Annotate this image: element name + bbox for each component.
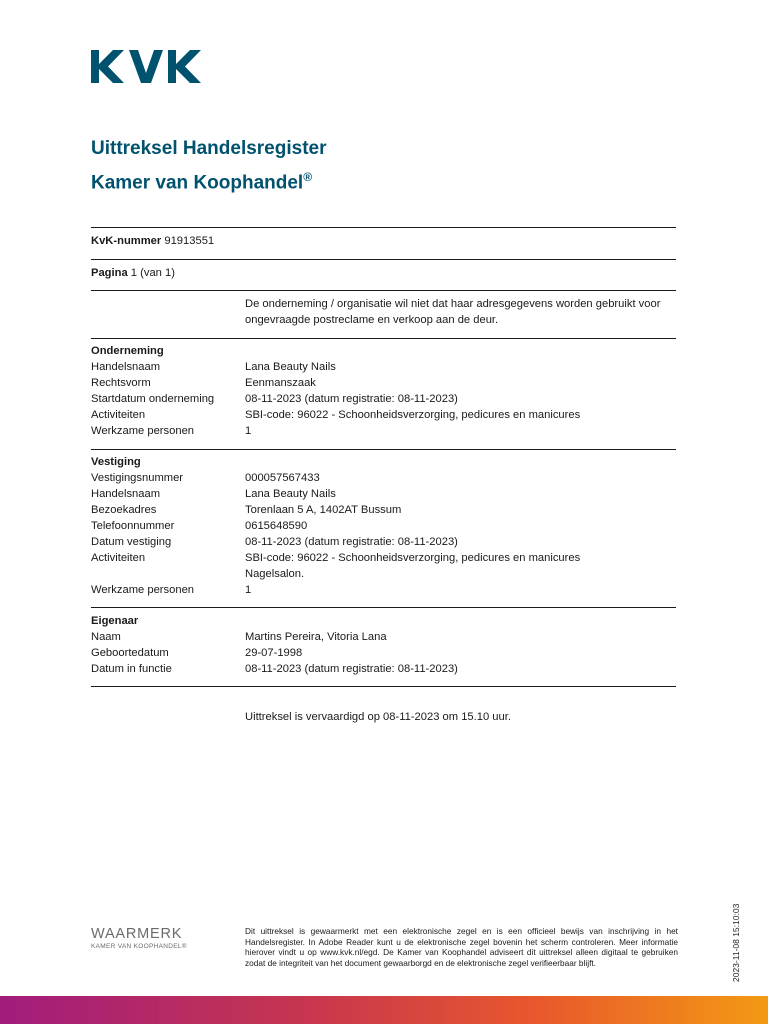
field-value: Eenmanszaak xyxy=(245,377,316,389)
field-value: SBI-code: 96022 - Schoonheidsverzorging, pedicures en manicures xyxy=(245,552,581,564)
field-label: Rechtsvorm xyxy=(91,377,151,389)
divider xyxy=(91,686,676,687)
divider xyxy=(91,227,676,228)
waarmerk-sublabel: KAMER VAN KOOPHANDEL® xyxy=(91,943,187,950)
document-subtitle: Kamer van Koophandel® xyxy=(91,170,313,194)
field-value: Lana Beauty Nails xyxy=(245,361,336,373)
generation-timestamp: 2023-11-08 15:10:03 xyxy=(731,903,741,982)
waarmerk-logo xyxy=(91,926,187,950)
field-label: Activiteiten xyxy=(91,552,146,564)
divider xyxy=(91,290,676,291)
divider xyxy=(91,449,676,450)
field-value: 000057567433 xyxy=(245,472,320,484)
field-value: 08-11-2023 (datum registratie: 08-11-2023) xyxy=(245,536,458,548)
divider xyxy=(91,607,676,608)
field-label: Handelsnaam xyxy=(91,361,161,373)
field-label: Naam xyxy=(91,631,121,643)
field-value: SBI-code: 96022 - Schoonheidsverzorging, pedicures en manicures xyxy=(245,409,581,421)
field-label: Werkzame personen xyxy=(91,425,195,437)
page-number: Pagina 1 (van 1) xyxy=(91,267,175,279)
field-value: 08-11-2023 (datum registratie: 08-11-2023) xyxy=(245,393,458,405)
generated-statement: Uittreksel is vervaardigd op 08-11-2023 om 15.10 uur. xyxy=(245,711,511,723)
section-onderneming-title: Onderneming xyxy=(91,345,164,357)
section-eigenaar-title: Eigenaar xyxy=(91,615,139,627)
field-value: 1 xyxy=(245,584,252,596)
field-label: Telefoonnummer xyxy=(91,520,175,532)
section-vestiging-title: Vestiging xyxy=(91,456,141,468)
divider xyxy=(91,259,676,260)
field-value: 1 xyxy=(245,425,252,437)
field-label: Datum in functie xyxy=(91,663,172,675)
divider xyxy=(91,338,676,339)
field-label: Geboortedatum xyxy=(91,647,169,659)
field-label: Startdatum onderneming xyxy=(91,393,215,405)
kvk-number: KvK-nummer 91913551 xyxy=(91,235,215,247)
field-label: Bezoekadres xyxy=(91,504,157,516)
field-value: 0615648590 xyxy=(245,520,308,532)
field-value: Torenlaan 5 A, 1402AT Bussum xyxy=(245,504,402,516)
document-title: Uittreksel Handelsregister xyxy=(91,138,327,159)
field-value: 29-07-1998 xyxy=(245,647,303,659)
field-value: 08-11-2023 (datum registratie: 08-11-2023) xyxy=(245,663,458,675)
field-value: Nagelsalon. xyxy=(245,568,305,580)
kvk-logo xyxy=(91,50,207,83)
address-notice: De onderneming / organisatie wil niet dat haar adresgegevens worden gebruikt voor ongevraagde postreclame en verkoop aan de deur. xyxy=(245,298,661,326)
field-value: Lana Beauty Nails xyxy=(245,488,336,500)
field-label: Werkzame personen xyxy=(91,584,195,596)
footer-gradient-bar xyxy=(0,996,768,1024)
seal-disclaimer: Dit uittreksel is gewaarmerkt met een elektronische zegel en is een officieel bewijs van inschrijving in het Handelsregister. In Adobe Reader kunt u de elektronische zegel bovenin het scherm controleren. Meer informatie hierover vindt u op www.kvk.nl/egd. De Kamer van Koophandel adviseert dit uittreksel alleen digitaal te gebruiken zodat de integriteit van het document gewaarborgd en de elektronische zegel verifieerbaar blijft. xyxy=(245,926,678,968)
field-label: Activiteiten xyxy=(91,409,146,421)
field-label: Handelsnaam xyxy=(91,488,161,500)
field-value: Martins Pereira, Vitoria Lana xyxy=(245,631,387,643)
field-label: Vestigingsnummer xyxy=(91,472,184,484)
waarmerk-label: WAARMERK xyxy=(91,926,183,942)
field-label: Datum vestiging xyxy=(91,536,172,548)
